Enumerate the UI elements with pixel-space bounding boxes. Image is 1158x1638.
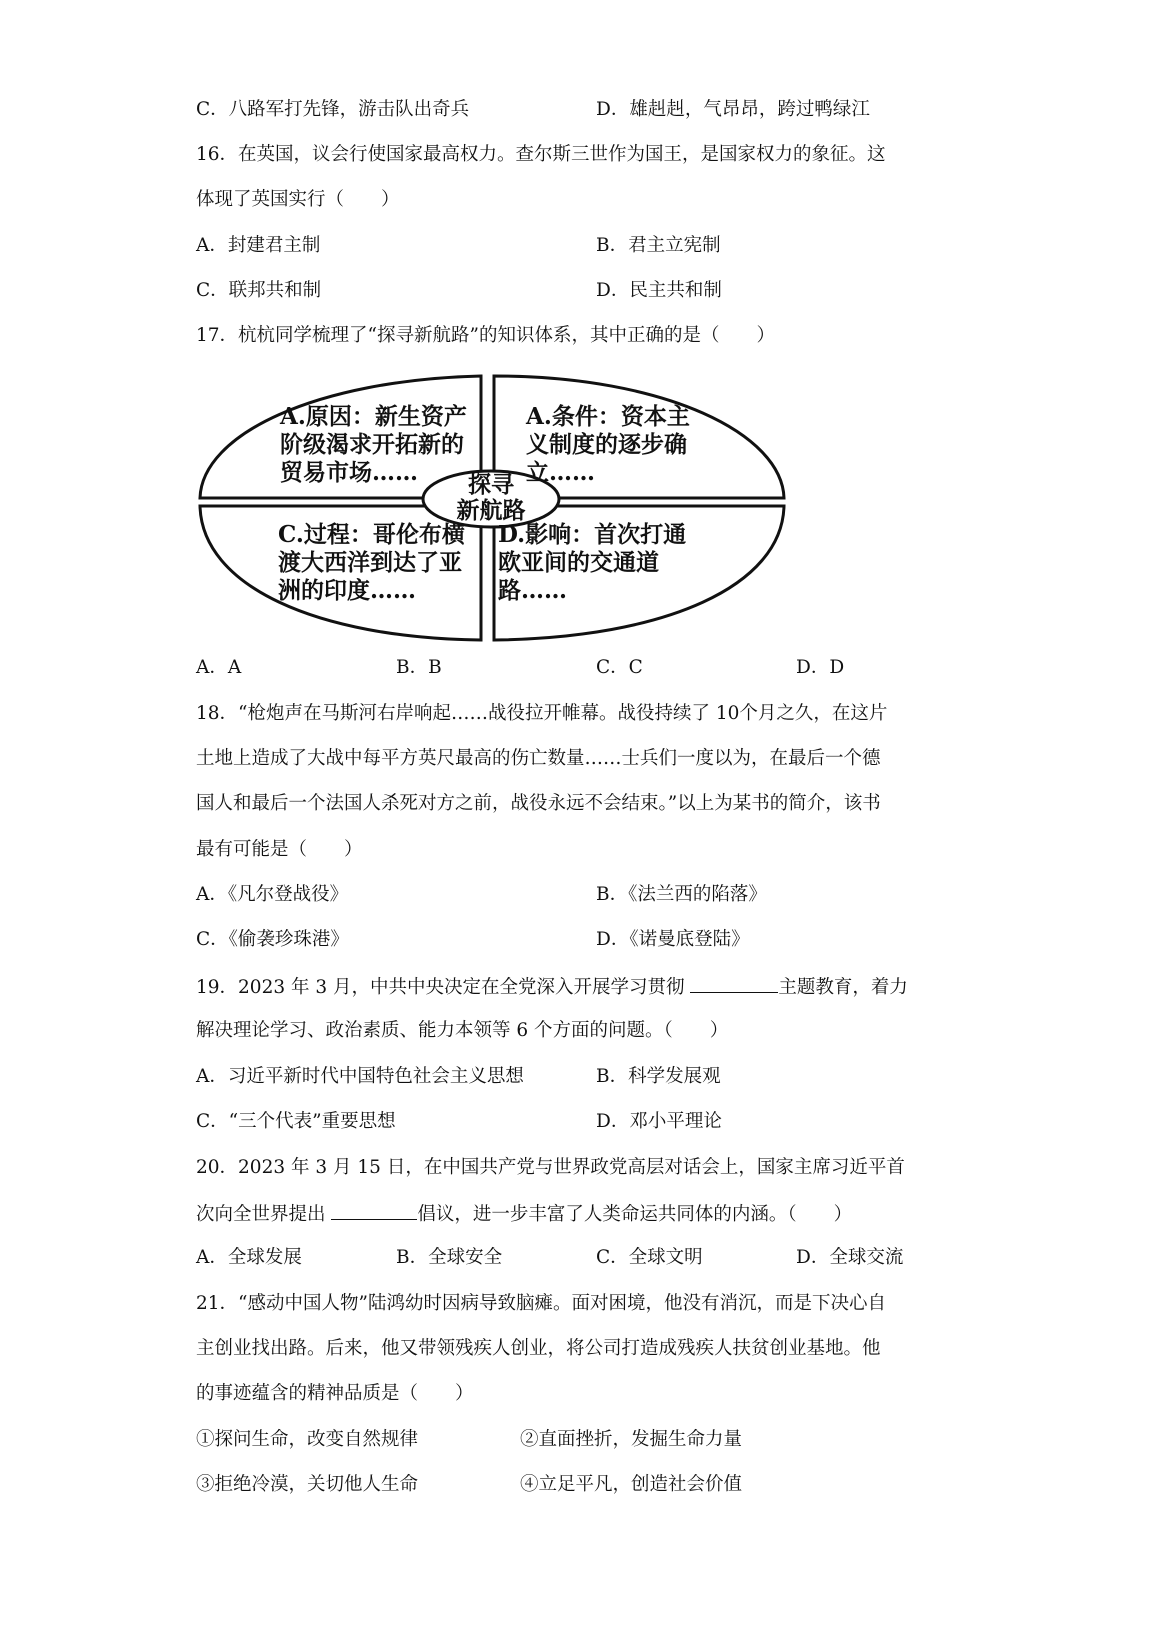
q18-stem-line-4: 最有可能是（ ）	[196, 839, 363, 860]
q21-statement-3: ③拒绝冷漠，关切他人生命	[196, 1474, 419, 1495]
q18-option-c[interactable]: C．《偷袭珍珠港》	[196, 929, 349, 950]
q19-option-c[interactable]: C．“三个代表”重要思想	[196, 1111, 396, 1132]
q19-answer-blank	[690, 974, 778, 993]
q17-option-b[interactable]: B．B	[396, 657, 442, 678]
q15-option-d[interactable]: D．雄赳赳，气昂昂，跨过鸭绿江	[596, 99, 870, 120]
q20-stem-line-1: 20．2023 年 3 月 15 日，在中国共产党与世界政党高层对话会上，国家主席习近平首	[196, 1157, 905, 1178]
diagram-cell-b-line-2: 义制度的逐步确	[526, 431, 687, 458]
diagram-cell-c-line-1: C.过程：哥伦布横	[278, 521, 465, 548]
q17-option-d[interactable]: D．D	[796, 657, 845, 678]
q16-option-c[interactable]: C．联邦共和制	[196, 280, 322, 301]
q20-option-b[interactable]: B．全球安全	[396, 1247, 503, 1268]
q20-option-d[interactable]: D．全球交流	[796, 1247, 904, 1268]
q19-option-a[interactable]: A．习近平新时代中国特色社会主义思想	[196, 1066, 524, 1087]
q18-option-a[interactable]: A．《凡尔登战役》	[196, 884, 349, 905]
q21-statement-4: ④立足平凡，创造社会价值	[520, 1474, 743, 1495]
q15-option-c[interactable]: C．八路军打先锋，游击队出奇兵	[196, 99, 470, 120]
diagram-center-line-2: 新航路	[456, 497, 526, 524]
q20-stem-line-2	[196, 1201, 852, 1227]
q20-stem-part-2: 倡议，进一步丰富了人类命运共同体的内涵。（ ）	[417, 1204, 853, 1225]
q18-option-d[interactable]: D．《诺曼底登陆》	[596, 929, 750, 950]
q18-option-b[interactable]: B．《法兰西的陷落》	[596, 884, 767, 905]
q19-stem-part-1: 19．2023 年 3 月，中共中央决定在全党深入开展学习贯彻	[196, 977, 691, 998]
q19-option-d[interactable]: D．邓小平理论	[596, 1111, 722, 1132]
diagram-cell-a-line-3: 贸易市场……	[280, 459, 418, 486]
diagram-cell-a-line-2: 阶级渴求开拓新的	[280, 431, 464, 458]
q19-stem-part-2: 主题教育，着力	[778, 977, 908, 998]
q20-option-c[interactable]: C．全球文明	[596, 1247, 703, 1268]
q21-statement-2: ②直面挫折，发掘生命力量	[520, 1429, 743, 1450]
diagram-cell-a-line-1: A.原因：新生资产	[280, 403, 467, 430]
diagram-center-line-1: 探寻	[468, 471, 514, 498]
diagram-cell-d-line-3: 路……	[498, 577, 567, 604]
q19-stem-line-2: 解决理论学习、政治素质、能力本领等 6 个方面的问题。（ ）	[196, 1020, 729, 1041]
diagram-cell-c-line-3: 洲的印度……	[278, 577, 416, 604]
diagram-cell-d-line-1: D.影响：首次打通	[498, 521, 687, 548]
q20-option-a[interactable]: A．全球发展	[196, 1247, 302, 1268]
new-route-knowledge-diagram	[196, 372, 798, 648]
q17-option-a[interactable]: A．A	[196, 657, 242, 678]
diagram-cell-c-line-2: 渡大西洋到达了亚	[278, 549, 462, 576]
q17-option-c[interactable]: C．C	[596, 657, 643, 678]
q20-answer-blank	[331, 1201, 417, 1220]
q16-stem-line-1: 16．在英国，议会行使国家最高权力。查尔斯三世作为国王，是国家权力的象征。这	[196, 144, 886, 165]
q21-statement-1: ①探问生命，改变自然规律	[196, 1429, 419, 1450]
q16-option-d[interactable]: D．民主共和制	[596, 280, 722, 301]
diagram-cell-d-line-2: 欧亚间的交通道	[498, 549, 659, 576]
q21-stem-line-2: 主创业找出路。后来，他又带领残疾人创业，将公司打造成残疾人扶贫创业基地。他	[196, 1338, 881, 1359]
q18-stem-line-1: 18．“枪炮声在马斯河右岸响起……战役拉开帷幕。战役持续了 10个月之久，在这片	[196, 703, 888, 724]
q16-stem-line-2: 体现了英国实行（ ）	[196, 189, 400, 210]
q17-stem: 17．杭杭同学梳理了“探寻新航路”的知识体系，其中正确的是（ ）	[196, 325, 775, 346]
diagram-cell-b-line-3: 立……	[526, 459, 595, 486]
q18-stem-line-3: 国人和最后一个法国人杀死对方之前，战役永远不会结束。”以上为某书的简介，该书	[196, 793, 881, 814]
diagram-cell-b-line-1: A.条件：资本主	[526, 403, 690, 430]
q16-option-a[interactable]: A．封建君主制	[196, 235, 321, 256]
q19-stem-line-1	[196, 974, 908, 1000]
q21-stem-line-3: 的事迹蕴含的精神品质是（ ）	[196, 1383, 474, 1404]
q16-option-b[interactable]: B．君主立宪制	[596, 235, 721, 256]
q21-stem-line-1: 21．“感动中国人物”陆鸿幼时因病导致脑瘫。面对困境，他没有消沉，而是下决心自	[196, 1293, 886, 1314]
q20-stem-part-1: 次向全世界提出	[196, 1204, 332, 1225]
q19-option-b[interactable]: B．科学发展观	[596, 1066, 721, 1087]
q18-stem-line-2: 土地上造成了大战中每平方英尺最高的伤亡数量……士兵们一度以为，在最后一个德	[196, 748, 881, 769]
